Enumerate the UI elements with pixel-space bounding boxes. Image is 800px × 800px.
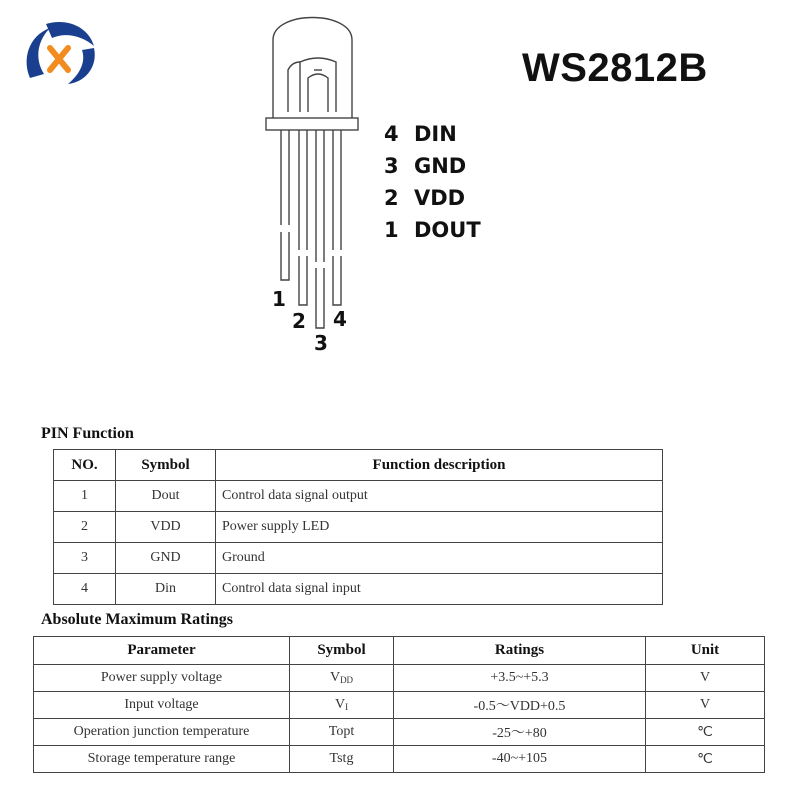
- table-row: 4 Din Control data signal input: [54, 574, 663, 605]
- table-row: Input voltage $V_I$ -0.5～VDD+0.5 V: [34, 692, 765, 719]
- column-header-ratings: Ratings: [394, 637, 646, 665]
- pin-function-table: [53, 449, 663, 605]
- pin-label-row: 3 GND: [384, 154, 467, 178]
- table-row: Storage temperature range Tstg -40~+105 ℃: [34, 746, 765, 773]
- table-row: 2 VDD Power supply LED: [54, 512, 663, 543]
- column-header-description: Function description: [216, 450, 663, 481]
- table-header-row: [54, 450, 663, 481]
- leg-label-1: 1: [272, 287, 286, 311]
- column-header-symbol: Symbol: [116, 450, 216, 481]
- product-title: WS2812B: [522, 46, 708, 90]
- absolute-max-ratings-title: Absolute Maximum Ratings: [41, 611, 234, 628]
- table-row: 1 Dout Control data signal output: [54, 481, 663, 512]
- pin-label-list: [384, 118, 481, 246]
- absolute-max-ratings-table: [33, 636, 765, 773]
- leg-label-2: 2: [292, 309, 306, 333]
- column-header-symbol: Symbol: [290, 637, 394, 665]
- pin-function-title: PIN Function: [41, 425, 134, 442]
- leg-label-4: 4: [333, 307, 347, 331]
- column-header-no: NO.: [54, 450, 116, 481]
- pin-label-row: 2 VDD: [384, 186, 466, 210]
- table-row: 3 GND Ground: [54, 543, 663, 574]
- table-header-row: [34, 637, 765, 665]
- column-header-parameter: Parameter: [34, 637, 290, 665]
- column-header-unit: Unit: [646, 637, 765, 665]
- pin-label-row: 1 DOUT: [384, 218, 481, 242]
- leg-label-3: 3: [314, 331, 328, 355]
- pin-label-row: 4 DIN: [384, 122, 457, 146]
- table-row: Power supply voltage $V_{DD}$ +3.5~+5.3 V: [34, 665, 765, 692]
- table-row: Operation junction temperature Topt -25～+80 ℃: [34, 719, 765, 746]
